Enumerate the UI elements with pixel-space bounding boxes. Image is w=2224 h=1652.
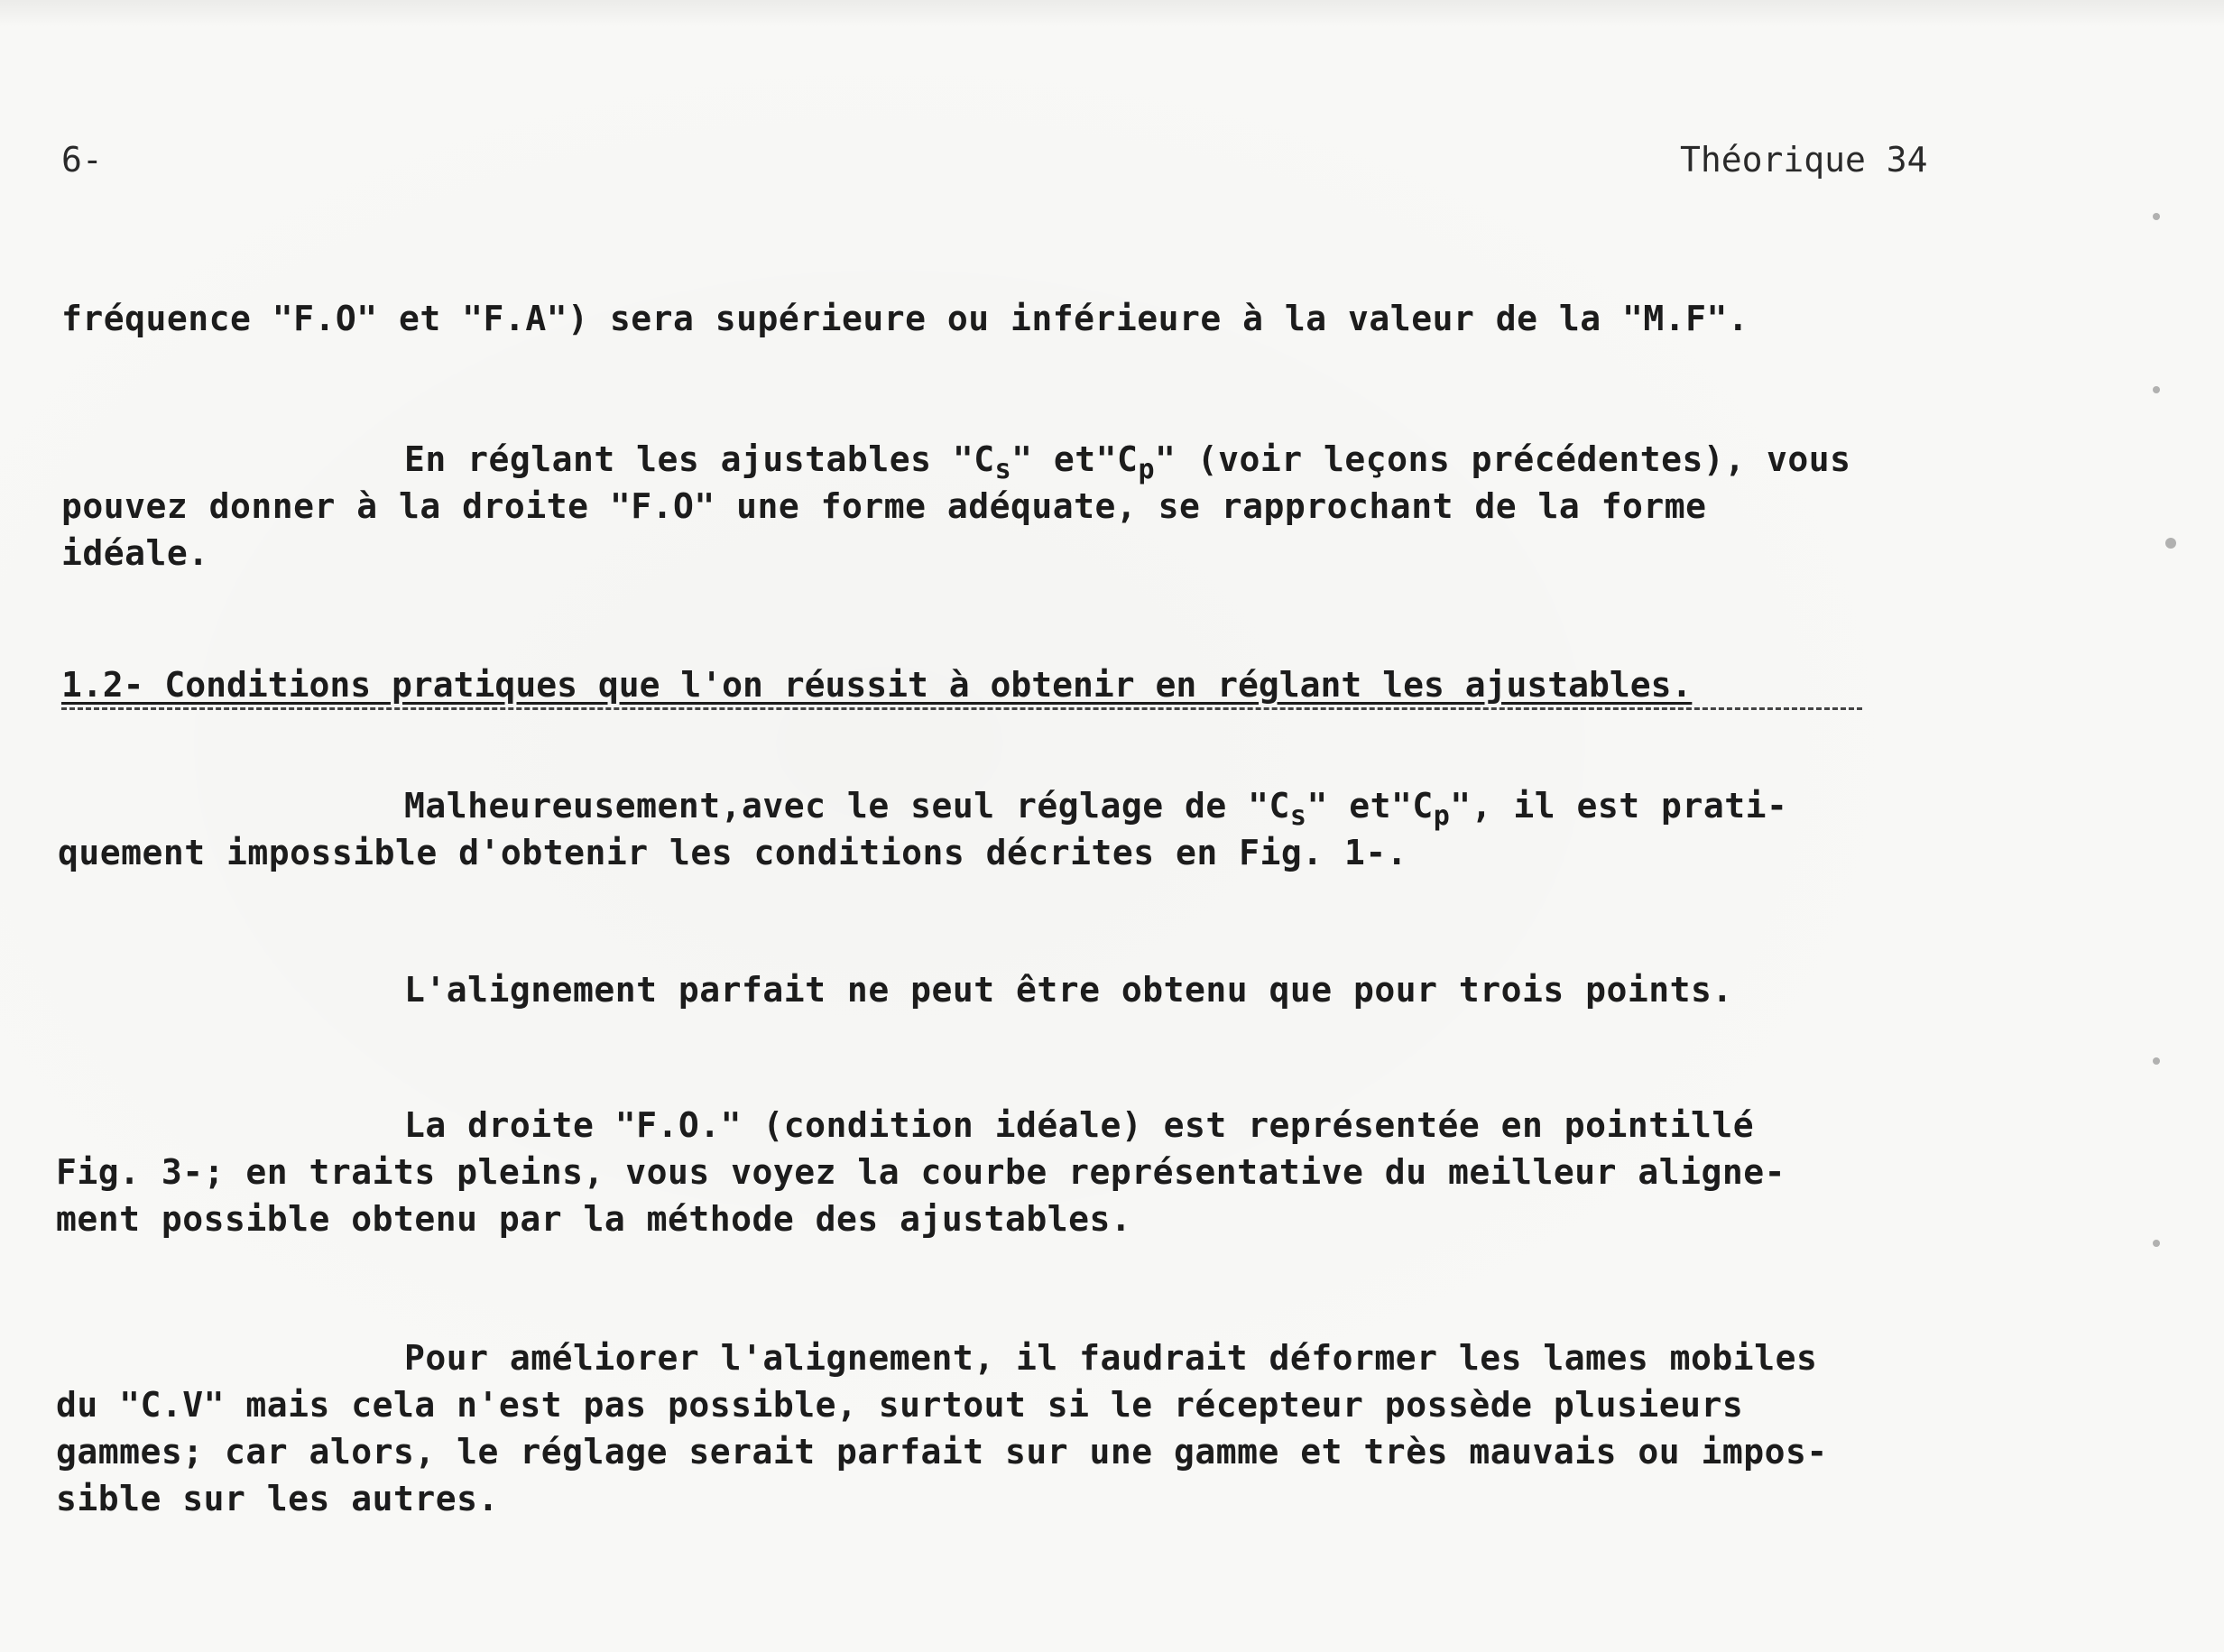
- page-number: 6-: [61, 140, 103, 180]
- paragraph-5-line-1: La droite "F.O." (condition idéale) est représentée en pointillé: [404, 1105, 1755, 1145]
- scan-speck: [2153, 1240, 2160, 1247]
- paragraph-5-line-3: ment possible obtenu par la méthode des ajustables.: [56, 1199, 1132, 1239]
- scan-speck: [2153, 386, 2160, 393]
- paragraph-6-line-1: Pour améliorer l'alignement, il faudrait déformer les lames mobiles: [404, 1338, 1818, 1378]
- scan-speck: [2153, 213, 2160, 220]
- paragraph-6-line-4: sible sur les autres.: [56, 1479, 499, 1518]
- section-label: Théorique 34: [1680, 140, 1928, 180]
- section-heading: [61, 665, 1862, 713]
- scan-speck: [2153, 1057, 2160, 1065]
- paragraph-2-line-1: En réglant les ajustables "$C_s$" $et"C_p$" (voir leçons précédentes), vous: [404, 439, 1851, 485]
- paragraph-3-line-1: Malheureusement,avec le seul réglage de "$C_s$" $et"C_p$", il est prati-: [404, 786, 1788, 832]
- section-heading-text: 1.2- Conditions pratiques que l'on réussit à obtenir en réglant les ajustables.: [61, 665, 1693, 705]
- section-heading-underline: [61, 707, 1862, 713]
- paragraph-6-line-3: gammes; car alors, le réglage serait parfait sur une gamme et très mauvais ou impos-: [56, 1432, 1828, 1472]
- paragraph-1-line-1: fréquence "F.O" et "F.A") sera supérieure ou inférieure à la valeur de la "M.F".: [61, 299, 1749, 338]
- paragraph-3-line-2: quement impossible d'obtenir les conditions décrites en Fig. 1-.: [58, 833, 1408, 872]
- scan-speck: [2165, 538, 2176, 549]
- paragraph-4-line-1: L'alignement parfait ne peut être obtenu que pour trois points.: [404, 970, 1733, 1010]
- paragraph-5-line-2: Fig. 3-; en traits pleins, vous voyez la courbe représentative du meilleur aligne-: [56, 1152, 1786, 1192]
- paragraph-2-line-3: idéale.: [61, 533, 209, 573]
- paragraph-6-line-2: du "C.V" mais cela n'est pas possible, surtout si le récepteur possède plusieurs: [56, 1385, 1744, 1425]
- paragraph-2-line-2: pouvez donner à la droite "F.O" une forme adéquate, se rapprochant de la forme: [61, 486, 1707, 526]
